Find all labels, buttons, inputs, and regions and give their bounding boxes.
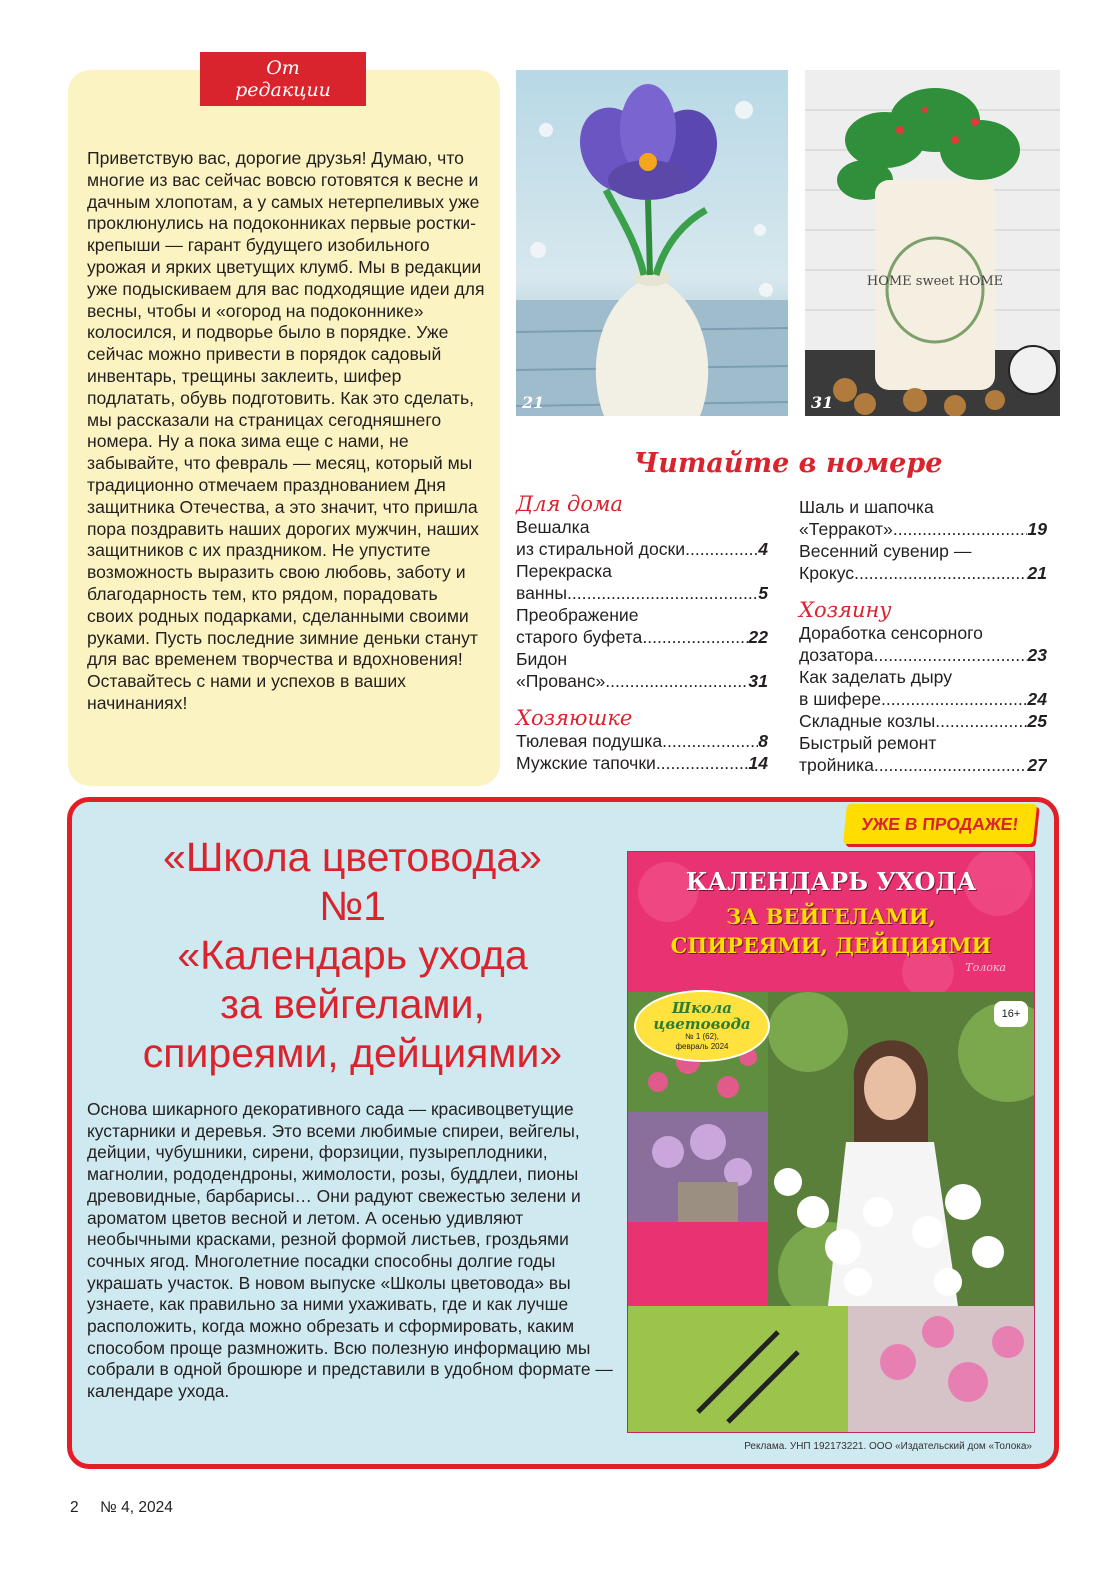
toc-section-master: Хозяину — [799, 598, 892, 622]
photo-milk-can — [805, 70, 1060, 416]
cover-logo-line2: цветовода — [653, 1015, 751, 1033]
toc-item — [799, 732, 1047, 776]
toc-item-title: Складные козлы — [799, 711, 936, 731]
toc-item-title: «Прованс» — [516, 671, 606, 691]
toc-item-page: 22 — [748, 627, 768, 647]
on-sale-badge: УЖЕ В ПРОДАЖЕ! — [843, 804, 1037, 844]
toc-item — [516, 560, 768, 604]
cover-brand: Толока — [965, 961, 1006, 974]
toc-item — [799, 666, 1047, 710]
toc-item-title: Мужские тапочки — [516, 753, 656, 773]
toc-item-page: 19 — [1027, 519, 1047, 539]
toc-item — [516, 730, 768, 752]
toc-section-home: Для дома — [516, 492, 623, 516]
promo-title-line: «Календарь ухода — [177, 932, 528, 978]
toc-item-title: Тюлевая подушка — [516, 731, 663, 751]
page-number: 2 — [70, 1499, 79, 1516]
photo-crocus — [516, 70, 788, 416]
toc-item — [516, 648, 768, 692]
ad-disclaimer: Реклама. УНП 192173221. ООО «Издательский дом «Толока» — [744, 1441, 1032, 1452]
contents-column-1 — [516, 492, 768, 774]
toc-item — [799, 622, 1047, 666]
jar-text: HOME sweet HOME — [866, 274, 1004, 289]
magazine-cover — [627, 851, 1035, 1433]
toc-item-title: из стиральной доски — [516, 539, 686, 559]
toc-item-line1: Доработка сенсорного — [799, 623, 983, 643]
cover-logo-line1: Школа — [672, 999, 732, 1017]
toc-item-line1: Весенний сувенир — — [799, 541, 972, 561]
cover-title: КАЛЕНДАРЬ УХОДА — [685, 867, 977, 896]
toc-item-page: 31 — [748, 671, 768, 691]
cover-subtitle — [628, 902, 1034, 960]
cover-logo — [634, 990, 770, 1062]
toc-item-page: 23 — [1027, 645, 1047, 665]
toc-item — [799, 496, 1047, 540]
promo-title — [80, 833, 625, 1078]
toc-item-line1: Как заделать дыру — [799, 667, 953, 687]
photo-crocus-number: 21 — [522, 393, 545, 412]
toc-item-line1: Преображение — [516, 605, 639, 625]
toc-item — [799, 540, 1047, 584]
promo-title-line: за вейгелами, — [220, 981, 485, 1027]
toc-item-title: старого буфета — [516, 627, 643, 647]
toc-item-title: ванны — [516, 583, 568, 603]
cover-subtitle-line1: ЗА ВЕЙГЕЛАМИ, — [726, 904, 936, 929]
cover-issue-number: № 1 (62), — [685, 1032, 719, 1041]
promo-text: Основа шикарного декоративного сада — красивоцветущие кустарники и деревья. Это всеми любимые спиреи, вейгелы, дейции, чубушники, сирени, форзиции, пузыреплодники, магнолии, рододендроны, жимолости, розы, буддлеи, пионы древовидные, барбарисы… Они радуют свежестью зелени и ароматом цветов весной и летом. А осенью удивляют необычными красками, резной формой листьев, гроздьями сочных ягод. Многолетние посадки способны долгие годы украшать участок. В новом выпуске «Школы цветовода» вы узнаете, как правильно за ними ухаживать, где и как лучше расположить, когда можно обрезать и сформировать, каким способом проще размножить. Всю полезную информацию мы собрали в одной брошюре и представили в удобном формате — календаре ухода. — [87, 1099, 613, 1402]
toc-item-page: 21 — [1027, 563, 1047, 583]
photo-milk-can-number: 31 — [811, 393, 834, 412]
age-rating-badge: 16+ — [994, 1001, 1028, 1027]
toc-section-housewife: Хозяюшке — [516, 706, 633, 730]
contents-title: Читайте в номере — [633, 448, 943, 479]
toc-item-line1: Шаль и шапочка — [799, 497, 934, 517]
editorial-badge-line1: От — [266, 57, 300, 79]
toc-item-page: 27 — [1027, 755, 1047, 775]
milk-can-illustration — [805, 70, 1060, 416]
editorial-text: Приветствую вас, дорогие друзья! Думаю, что многие из вас сейчас вовсю готовятся к весне и дачным хлопотам, а у самых нетерпеливых уже проклюнулись на подоконниках первые ростки-крепыши — гарант будущего изобильного урожая и ярких цветущих клумб. Мы в редакции уже подыскиваем для вас подходящие идеи для весны, чтобы и «огород на подоконнике» колосился, и подворье было в порядке. Уже сейчас можно привести в порядок садовый инвентарь, трещины заклеить, шифер подлатать, обувь подготовить. Как это сделать, мы рассказали на страницах сегодняшнего номера. Ну а пока зима еще с нами, не забывайте, что февраль — месяц, который мы традиционно отмечаем празднованием Дня защитника Отечества, а это значит, что пришла пора поздравить наших дорогих мужчин, наших защитников с их праздником. Не упустите возможность выразить свою любовь, заботу и благодарность тем, кто рядом, порадовать своих родных подарками, сделанными своими руками. Пусть последние зимние деньки станут для вас временем творчества и вдохновения! Оставайтесь с нами и успехов в ваших начинаниях! — [87, 148, 485, 713]
toc-item-title: Крокус — [799, 563, 855, 583]
toc-item-line1: Вешалка — [516, 517, 590, 537]
toc-item-page: 4 — [758, 539, 768, 559]
toc-item-page: 5 — [758, 583, 768, 603]
toc-item-title: дозатора — [799, 645, 874, 665]
page-footer — [70, 1499, 173, 1517]
toc-item-line1: Перекраска — [516, 561, 612, 581]
toc-item — [516, 752, 768, 774]
contents-column-2 — [799, 496, 1047, 776]
editorial-badge — [200, 52, 366, 106]
cover-subtitle-line2: СПИРЕЯМИ, ДЕЙЦИЯМИ — [670, 933, 992, 958]
toc-item-title: тройника — [799, 755, 874, 775]
promo-title-line: «Школа цветовода» — [163, 834, 542, 880]
crocus-illustration — [516, 70, 788, 416]
promo-title-line: спиреями, дейциями» — [142, 1030, 563, 1076]
toc-item-title: «Терракот» — [799, 519, 893, 539]
issue-number: № 4, 2024 — [100, 1499, 173, 1516]
toc-item-line1: Бидон — [516, 649, 568, 669]
toc-item — [516, 604, 768, 648]
toc-item-line1: Быстрый ремонт — [799, 733, 937, 753]
toc-item — [799, 710, 1047, 732]
toc-item — [516, 516, 768, 560]
toc-item-page: 25 — [1027, 711, 1047, 731]
toc-item-page: 24 — [1027, 689, 1047, 709]
toc-item-title: в шифере — [799, 689, 882, 709]
toc-item-page: 14 — [748, 753, 768, 773]
toc-item-page: 8 — [758, 731, 768, 751]
cover-issue-date: февраль 2024 — [675, 1042, 729, 1051]
promo-title-line: №1 — [319, 883, 386, 929]
editorial-badge-line2: редакции — [235, 79, 331, 101]
